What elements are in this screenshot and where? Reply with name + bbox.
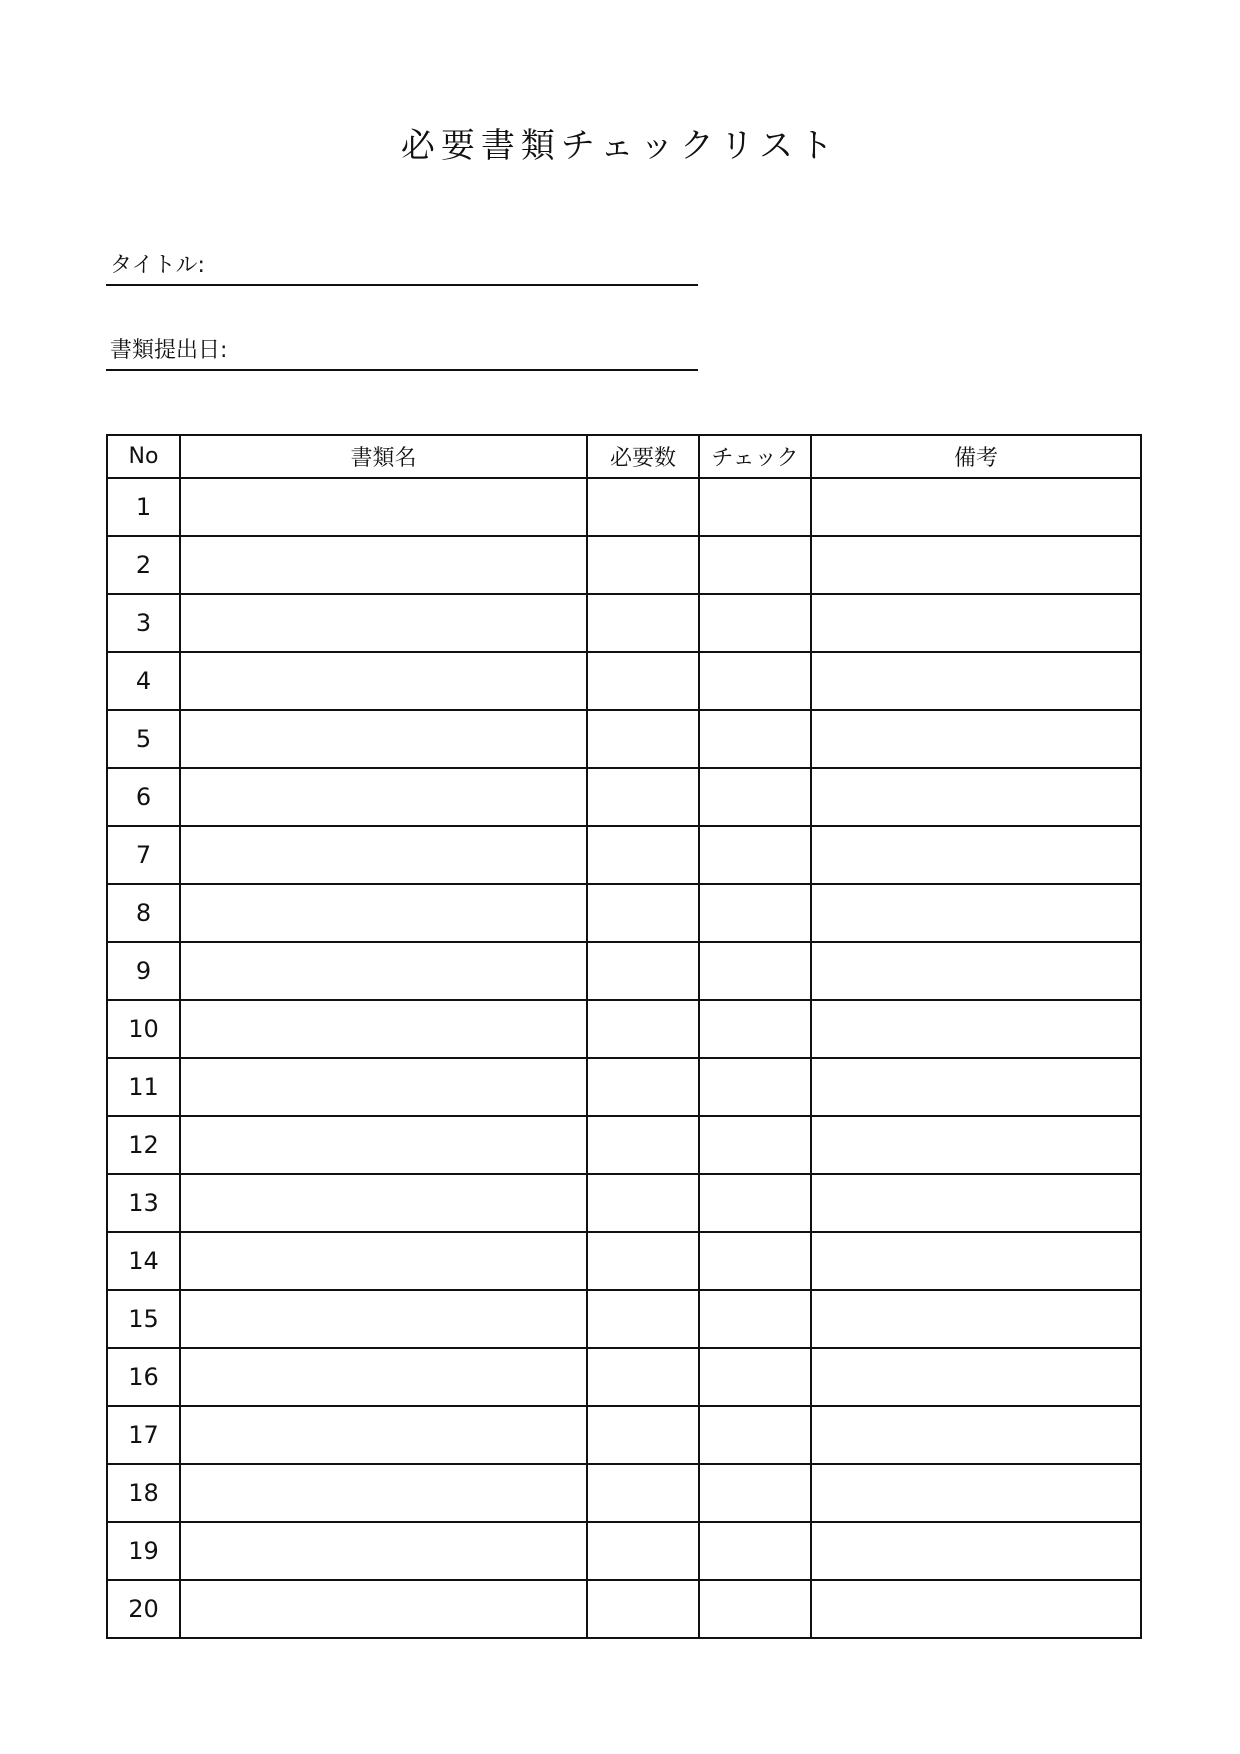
row-number-cell: 4 [107, 652, 180, 710]
notes-cell[interactable] [811, 1522, 1141, 1580]
required-quantity-cell[interactable] [587, 1290, 699, 1348]
notes-cell[interactable] [811, 884, 1141, 942]
check-cell[interactable] [699, 768, 811, 826]
row-number-cell: 6 [107, 768, 180, 826]
check-cell[interactable] [699, 1464, 811, 1522]
required-quantity-cell[interactable] [587, 652, 699, 710]
required-quantity-cell[interactable] [587, 1348, 699, 1406]
required-quantity-cell[interactable] [587, 1232, 699, 1290]
check-cell[interactable] [699, 1116, 811, 1174]
submission-date-field[interactable] [106, 333, 698, 371]
header-notes: 備考 [811, 435, 1141, 478]
check-cell[interactable] [699, 1058, 811, 1116]
notes-cell[interactable] [811, 942, 1141, 1000]
document-name-cell[interactable] [180, 1058, 587, 1116]
check-cell[interactable] [699, 594, 811, 652]
document-name-cell[interactable] [180, 768, 587, 826]
document-name-cell[interactable] [180, 536, 587, 594]
document-name-cell[interactable] [180, 942, 587, 1000]
required-quantity-cell[interactable] [587, 1000, 699, 1058]
table-row [107, 1116, 1141, 1174]
table-row [107, 1522, 1141, 1580]
check-cell[interactable] [699, 826, 811, 884]
notes-cell[interactable] [811, 652, 1141, 710]
header-check: チェック [699, 435, 811, 478]
required-quantity-cell[interactable] [587, 536, 699, 594]
table-row [107, 1580, 1141, 1638]
table-row [107, 1000, 1141, 1058]
document-name-cell[interactable] [180, 1348, 587, 1406]
notes-cell[interactable] [811, 1348, 1141, 1406]
check-cell[interactable] [699, 1174, 811, 1232]
header-no: No [107, 435, 180, 478]
title-field-label: タイトル: [110, 253, 205, 278]
check-cell[interactable] [699, 1348, 811, 1406]
check-cell[interactable] [699, 478, 811, 536]
row-number-cell: 12 [107, 1116, 180, 1174]
required-quantity-cell[interactable] [587, 1174, 699, 1232]
table-row [107, 536, 1141, 594]
page-title: 必要書類チェックリスト [400, 126, 840, 166]
table-row [107, 652, 1141, 710]
table-row [107, 478, 1141, 536]
notes-cell[interactable] [811, 1000, 1141, 1058]
required-quantity-cell[interactable] [587, 826, 699, 884]
check-cell[interactable] [699, 1406, 811, 1464]
required-quantity-cell[interactable] [587, 942, 699, 1000]
check-cell[interactable] [699, 652, 811, 710]
header-required-quantity: 必要数 [587, 435, 699, 478]
notes-cell[interactable] [811, 768, 1141, 826]
table-row [107, 594, 1141, 652]
check-cell[interactable] [699, 884, 811, 942]
document-name-cell[interactable] [180, 1290, 587, 1348]
notes-cell[interactable] [811, 826, 1141, 884]
check-cell[interactable] [699, 536, 811, 594]
required-quantity-cell[interactable] [587, 1464, 699, 1522]
table-row [107, 1174, 1141, 1232]
title-field[interactable] [106, 248, 698, 286]
notes-cell[interactable] [811, 478, 1141, 536]
document-name-cell[interactable] [180, 652, 587, 710]
row-number-cell: 9 [107, 942, 180, 1000]
table-row [107, 1348, 1141, 1406]
required-quantity-cell[interactable] [587, 1058, 699, 1116]
notes-cell[interactable] [811, 1174, 1141, 1232]
row-number-cell: 17 [107, 1406, 180, 1464]
check-cell[interactable] [699, 1232, 811, 1290]
notes-cell[interactable] [811, 594, 1141, 652]
document-name-cell[interactable] [180, 1000, 587, 1058]
table-header-row [107, 435, 1141, 478]
required-quantity-cell[interactable] [587, 1406, 699, 1464]
required-quantity-cell[interactable] [587, 710, 699, 768]
required-quantity-cell[interactable] [587, 594, 699, 652]
check-cell[interactable] [699, 710, 811, 768]
table-row [107, 826, 1141, 884]
notes-cell[interactable] [811, 1232, 1141, 1290]
document-name-cell[interactable] [180, 478, 587, 536]
row-number-cell: 15 [107, 1290, 180, 1348]
row-number-cell: 3 [107, 594, 180, 652]
document-name-cell[interactable] [180, 1116, 587, 1174]
row-number-cell: 5 [107, 710, 180, 768]
document-name-cell[interactable] [180, 594, 587, 652]
notes-cell[interactable] [811, 1406, 1141, 1464]
required-quantity-cell[interactable] [587, 1522, 699, 1580]
notes-cell[interactable] [811, 1580, 1141, 1638]
table-row [107, 768, 1141, 826]
row-number-cell: 14 [107, 1232, 180, 1290]
row-number-cell: 16 [107, 1348, 180, 1406]
document-checklist-table [106, 434, 1142, 1639]
check-cell[interactable] [699, 942, 811, 1000]
table-row [107, 1232, 1141, 1290]
notes-cell[interactable] [811, 710, 1141, 768]
table-row [107, 1058, 1141, 1116]
document-name-cell[interactable] [180, 1464, 587, 1522]
notes-cell[interactable] [811, 536, 1141, 594]
required-quantity-cell[interactable] [587, 1116, 699, 1174]
notes-cell[interactable] [811, 1116, 1141, 1174]
check-cell[interactable] [699, 1290, 811, 1348]
document-name-cell[interactable] [180, 826, 587, 884]
table-row [107, 1464, 1141, 1522]
document-name-cell[interactable] [180, 1174, 587, 1232]
check-cell[interactable] [699, 1522, 811, 1580]
document-name-cell[interactable] [180, 1232, 587, 1290]
document-name-cell[interactable] [180, 710, 587, 768]
document-name-cell[interactable] [180, 1406, 587, 1464]
row-number-cell: 10 [107, 1000, 180, 1058]
table-row [107, 710, 1141, 768]
row-number-cell: 7 [107, 826, 180, 884]
required-quantity-cell[interactable] [587, 478, 699, 536]
required-quantity-cell[interactable] [587, 884, 699, 942]
row-number-cell: 20 [107, 1580, 180, 1638]
submission-date-field-label: 書類提出日: [110, 338, 228, 363]
check-cell[interactable] [699, 1000, 811, 1058]
row-number-cell: 19 [107, 1522, 180, 1580]
required-quantity-cell[interactable] [587, 1580, 699, 1638]
document-name-cell[interactable] [180, 884, 587, 942]
row-number-cell: 11 [107, 1058, 180, 1116]
row-number-cell: 8 [107, 884, 180, 942]
notes-cell[interactable] [811, 1464, 1141, 1522]
row-number-cell: 2 [107, 536, 180, 594]
row-number-cell: 1 [107, 478, 180, 536]
required-quantity-cell[interactable] [587, 768, 699, 826]
notes-cell[interactable] [811, 1290, 1141, 1348]
header-document-name: 書類名 [180, 435, 587, 478]
document-name-cell[interactable] [180, 1580, 587, 1638]
row-number-cell: 18 [107, 1464, 180, 1522]
table-row [107, 1406, 1141, 1464]
table-row [107, 884, 1141, 942]
document-name-cell[interactable] [180, 1522, 587, 1580]
notes-cell[interactable] [811, 1058, 1141, 1116]
row-number-cell: 13 [107, 1174, 180, 1232]
table-row [107, 942, 1141, 1000]
check-cell[interactable] [699, 1580, 811, 1638]
table-row [107, 1290, 1141, 1348]
